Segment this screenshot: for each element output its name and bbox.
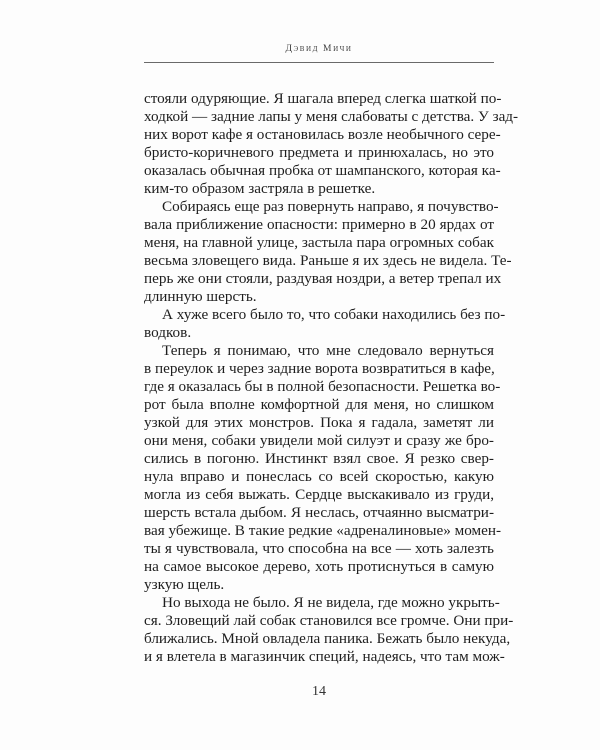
text-line: ким-то образом застряла в решетке. bbox=[144, 180, 376, 197]
text-line: оказалась обычная пробка от шампанского, которая ка- bbox=[144, 162, 501, 179]
text-line: весьма зловещего вида. Раньше я их здесь не видела. Те- bbox=[144, 252, 512, 269]
text-line: на самое высокое дерево, хоть протиснуться в самую bbox=[144, 558, 494, 575]
paragraph bbox=[144, 342, 502, 594]
text-line: рот была вполне комфортной для меня, но слишком bbox=[144, 396, 494, 413]
text-line: узкой для этих монстров. Пока я гадала, заметят ли bbox=[144, 414, 494, 431]
text-line: сились в погоню. Инстинкт взял свое. Я резко свер- bbox=[144, 450, 494, 467]
page-number: 14 bbox=[312, 684, 326, 699]
text-line: узкую щель. bbox=[144, 576, 225, 593]
text-line: А хуже всего было то, что собаки находились без по- bbox=[162, 306, 506, 323]
text-line: шерсть встала дыбом. Я неслась, отчаянно высматри- bbox=[144, 504, 494, 521]
body-text bbox=[144, 90, 519, 666]
text-line: Но выхода не было. Я не видела, где можно укрыть- bbox=[162, 594, 500, 611]
text-line: в переулок и через задние ворота возвратиться в кафе, bbox=[144, 360, 495, 377]
text-line: ближались. Мной овладела паника. Бежать было некуда, bbox=[144, 630, 511, 647]
text-line: ты я чувствовала, что способна на все — хоть залезть bbox=[144, 540, 494, 557]
text-line: Теперь я понимаю, что мне следовало вернуться bbox=[162, 342, 494, 359]
text-line: Собираясь еще раз повернуть направо, я почувство- bbox=[162, 198, 499, 215]
text-line: них ворот кафе я остановилась возле необычного сере- bbox=[144, 126, 501, 143]
text-line: они меня, собаки увидели мой силуэт и сразу же бро- bbox=[144, 432, 494, 449]
paragraph bbox=[144, 594, 514, 666]
text-line: бристо-коричневого предмета и принюхалась, но это bbox=[144, 144, 494, 161]
paragraph bbox=[144, 306, 506, 342]
text-line: и я влетела в магазинчик специй, надеясь, что там мож- bbox=[144, 648, 505, 665]
text-line: нула вправо и понеслась со всей скоростью, какую bbox=[144, 468, 494, 485]
text-line: длинную шерсть. bbox=[144, 288, 257, 305]
text-line: перь же они стояли, раздувая ноздри, а ветер трепал их bbox=[144, 270, 502, 287]
text-line: могла из себя выжать. Сердце выскакивало из груди, bbox=[144, 486, 494, 503]
text-line: стояли одуряющие. Я шагала вперед слегка шаткой по- bbox=[144, 90, 502, 107]
text-line: водков. bbox=[144, 324, 192, 341]
running-head-author: Дэвид Мичи bbox=[285, 44, 353, 54]
text-line: ся. Зловещий лай собак становился все громче. Они при- bbox=[144, 612, 514, 629]
text-line: вая убежище. В такие редкие «адреналиновые» момен- bbox=[144, 522, 502, 539]
text-line: вала приближение опасности: примерно в 20 ярдах от bbox=[144, 216, 494, 233]
paragraph bbox=[144, 198, 512, 306]
paragraph bbox=[144, 90, 519, 198]
text-line: ходкой — задние лапы у меня слабоваты с детства. У зад- bbox=[144, 108, 519, 125]
text-line: меня, на главной улице, застыла пара огромных собак bbox=[144, 234, 494, 251]
header-rule-divider bbox=[144, 62, 494, 63]
text-line: где я оказалась бы в полной безопасности. Решетка во- bbox=[144, 378, 501, 395]
